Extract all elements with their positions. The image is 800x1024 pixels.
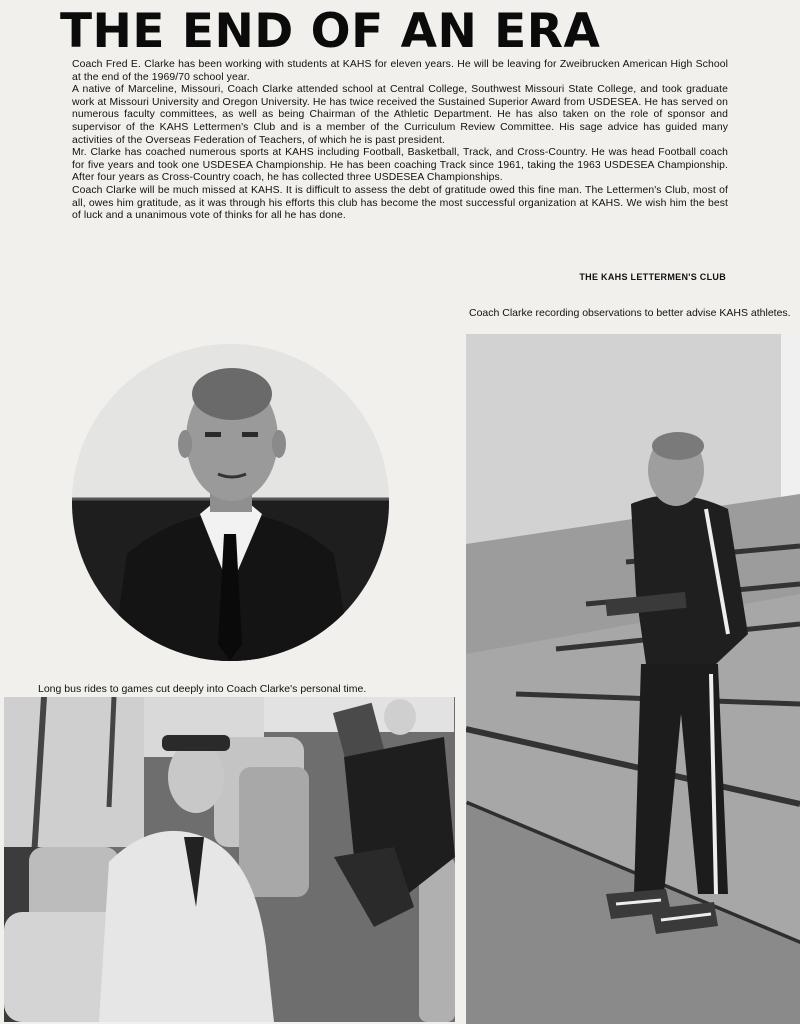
article-signature: THE KAHS LETTERMEN'S CLUB [579, 272, 726, 282]
article-body [72, 59, 728, 223]
article-paragraph: Coach Clarke will be much missed at KAHS. It is difficult to assess the debt of gratitude owed this fine man. The Lettermen's Club, most of all, owes him gratitude, as it was through his efforts this club has become the most successful organization at KAHS. We wish him the best of luck and a unanimous vote of thinks for all he has done. [72, 184, 728, 222]
article-paragraph: Coach Fred E. Clarke has been working with students at KAHS for eleven years. He will be leaving for Zweibrucken American High School at the end of the 1969/70 school year. [72, 59, 728, 83]
bus-photo [4, 697, 455, 1022]
coach-photo [466, 334, 800, 1024]
article-paragraph: A native of Marceline, Missouri, Coach Clarke attended school at Central College, Southwest Missouri State College, and took graduate work at Missouri University and Oregon University. He has twice received the Sustained Superior Award from USDESEA. He has served on numerous faculty committees, as well as being Chairman of the Athletic Department. He has also taken on the role of sponsor and supervisor of the KAHS Lettermen's Club and is a member of the Curriculum Review Committee. His sage advice has guided many activities of the Overseas Federation of Teachers, of which he is past president. [72, 84, 728, 146]
article-paragraph: Mr. Clarke has coached numerous sports at KAHS including Football, Basketball, Track, and Cross-Country. He was head Football coach for five years and took one USDESEA Championship. He has been coaching Track since 1961, taking the 1963 USDESEA Championship. After four years as Cross-Country coach, he has collected three USDESEA Championships. [72, 147, 728, 184]
portrait-photo [72, 344, 389, 661]
coach-photo-caption: Coach Clarke recording observations to better advise KAHS athletes. [469, 307, 791, 319]
bus-photo-caption: Long bus rides to games cut deeply into Coach Clarke's personal time. [38, 683, 367, 695]
headline: THE END OF AN ERA [60, 4, 601, 59]
